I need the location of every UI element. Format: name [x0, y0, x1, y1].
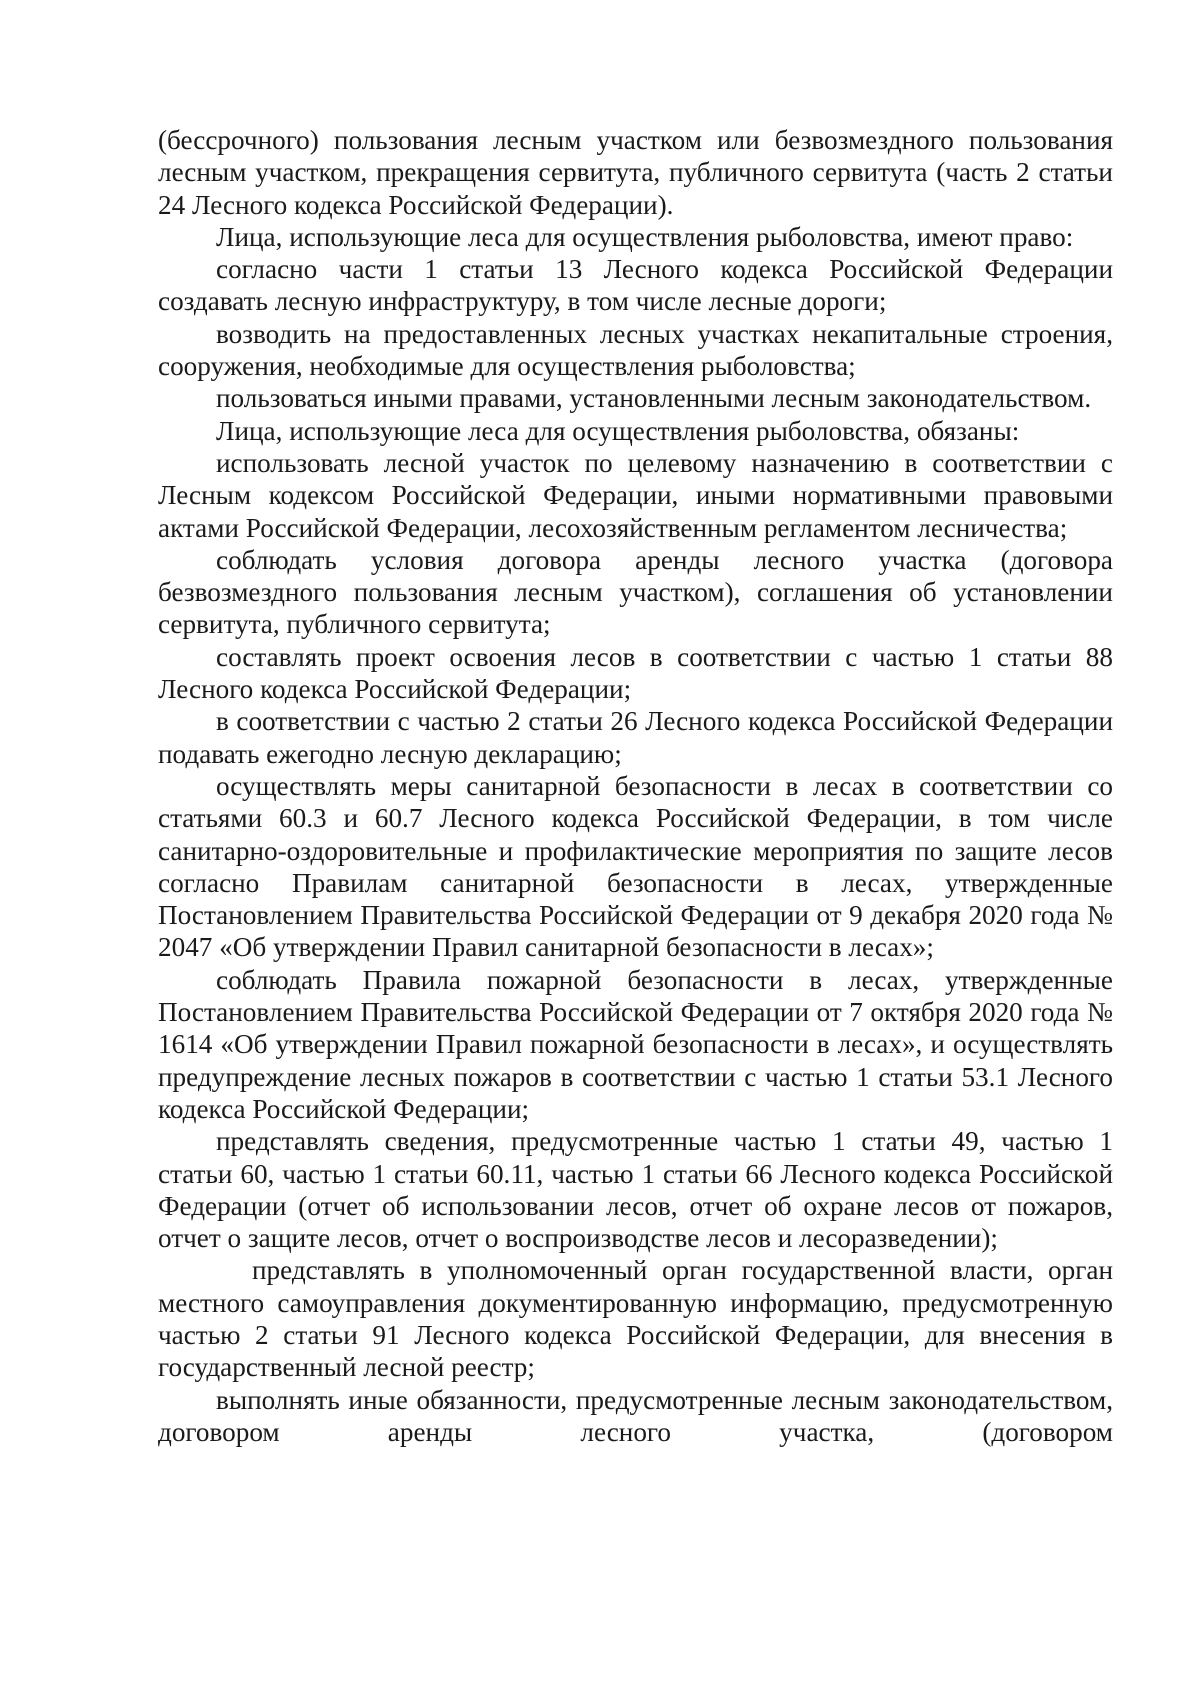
paragraph-6: Лица, использующие леса для осуществления рыболовства, обязаны: — [216, 415, 1020, 446]
paragraph-5: пользоваться иными правами, установленными лесным законодательством. — [216, 383, 1092, 414]
paragraph-8: соблюдать условия договора аренды лесного участка (договора безвозмездного пользования лесным участком), соглашения об установлении сервитута, публичного сервитута; — [158, 544, 1113, 640]
paragraph-13: представлять сведения, предусмотренные частью 1 статьи 49, частью 1 статьи 60, частью 1 статьи 60.11, частью 1 статьи 66 Лесного кодекса Российской Федерации (отчет об использовании лесов, отчет об охране лесов от пожаров, отчет о защите лесов, отчет о воспроизводстве лесов и лесоразведении); — [158, 1126, 1113, 1254]
paragraph-10: в соответствии с частью 2 статьи 26 Лесного кодекса Российской Федерации подавать ежегодно лесную декларацию; — [158, 706, 1113, 769]
paragraph-11: осуществлять меры санитарной безопасности в лесах в соответствии со статьями 60.3 и 60.7 Лесного кодекса Российской Федерации, в том числе санитарно-оздоровительные и профилактические мероприятия по защите лесов согласно Правилам санитарной безопасности в лесах, утвержденные Постановлением Правительства Российской Федерации от 9 декабря 2020 года № 2047 «Об утверждении Правил санитарной безопасности в лесах»; — [158, 770, 1113, 963]
paragraph-2: Лица, использующие леса для осуществления рыболовства, имеют право: — [216, 221, 1074, 252]
paragraph-15: выполнять иные обязанности, предусмотренные лесным законодательством, договором аренды лесного участка, (договором — [158, 1384, 1113, 1447]
paragraph-1: (бессрочного) пользования лесным участком или безвозмездного пользования лесным участком, прекращения сервитута, публичного сервитута (часть 2 статьи 24 Лесного кодекса Российской Федерации). — [158, 125, 1113, 220]
paragraph-14: представлять в уполномоченный орган государственной власти, орган местного самоуправления документированную информацию, предусмотренную частью 2 статьи 91 Лесного кодекса Российской Федерации, для внесения в государственный лесной реестр; — [158, 1255, 1113, 1383]
paragraph-9: составлять проект освоения лесов в соответствии с частью 1 статьи 88 Лесного кодекса Российской Федерации; — [158, 641, 1113, 705]
paragraph-12: соблюдать Правила пожарной безопасности в лесах, утвержденные Постановлением Правительства Российской Федерации от 7 октября 2020 года № 1614 «Об утверждении Правил пожарной безопасности в лесах», и осуществлять предупреждение лесных пожаров в соответствии с частью 1 статьи 53.1 Лесного кодекса Российской Федерации; — [158, 964, 1113, 1124]
paragraph-7: использовать лесной участок по целевому назначению в соответствии с Лесным кодексом Российской Федерации, иными нормативными правовыми актами Российской Федерации, лесохозяйственным регламентом лесничества; — [158, 447, 1113, 543]
paragraph-4: возводить на предоставленных лесных участках некапитальные строения, сооружения, необходимые для осуществления рыболовства; — [158, 318, 1113, 382]
paragraph-3: согласно части 1 статьи 13 Лесного кодекса Российской Федерации создавать лесную инфраструктуру, в том числе лесные дороги; — [158, 254, 1113, 317]
document-body — [158, 124, 1113, 1448]
